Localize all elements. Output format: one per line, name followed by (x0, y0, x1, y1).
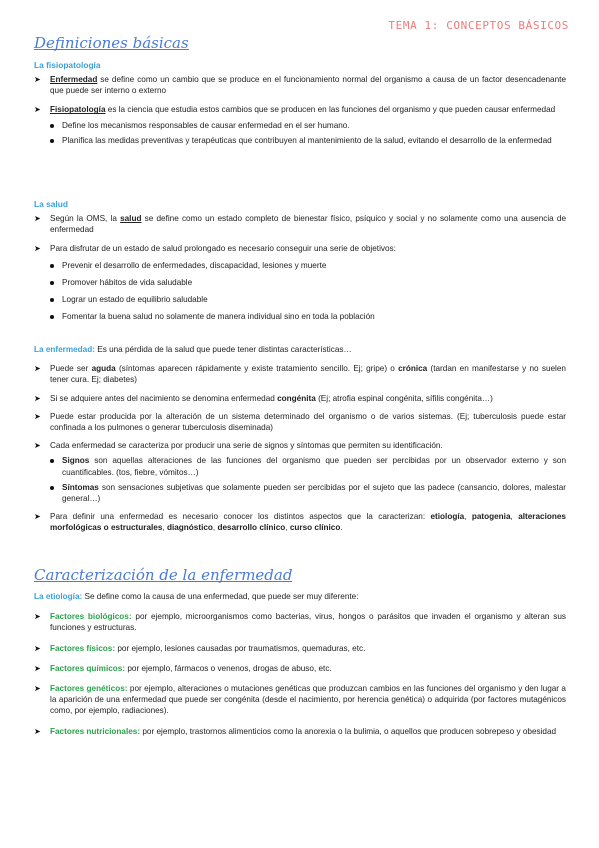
arrow-item (34, 104, 566, 115)
term: curso clínico (289, 523, 341, 533)
arrow-bullet-icon: ➤ (34, 411, 41, 421)
text: Define los mecanismos responsables de causar enfermedad en el ser humano. (62, 120, 350, 130)
term: Síntomas (62, 482, 99, 492)
arrow-bullet-icon: ➤ (34, 684, 41, 694)
term: salud (120, 214, 142, 223)
text: , (510, 512, 519, 522)
dot-bullet-icon (50, 264, 54, 268)
text: Promover hábitos de vida saludable (62, 277, 193, 287)
arrow-bullet-icon: ➤ (34, 364, 41, 374)
term: desarrollo clínico (217, 523, 286, 533)
dot-item (34, 135, 566, 146)
arrow-bullet-icon: ➤ (34, 726, 41, 736)
factor-label: Factores genéticos: (50, 684, 128, 694)
lead-label: La etiología: (34, 592, 83, 601)
text: son sensaciones subjetivas que solamente pueden ser percibidas por el sujeto que las padece (cansancio, dolores, malestar general…) (62, 482, 566, 504)
dot-item (34, 311, 566, 322)
arrow-bullet-icon: ➤ (34, 214, 41, 223)
arrow-item (34, 611, 566, 633)
dot-bullet-icon (50, 298, 54, 302)
arrow-bullet-icon: ➤ (34, 393, 41, 403)
text: por ejemplo, alteraciones o mutaciones genéticas que produzcan cambios en las funciones del organismo y den lugar a la aparición de una enfermedad que puede ser congénita (desde el nacimiento, por herencia genética) o adquirida (por factores mutagénicos como, por ejemplo, radiaciones). (50, 684, 566, 716)
arrow-item (34, 440, 566, 451)
text: son aquellas alteraciones de las funciones del organismo que pueden ser percibidas por un observador externo y son cuantificables. (tos, fiebre, vómitos…) (62, 456, 566, 477)
text: Puede ser (50, 364, 92, 374)
salud-block (34, 213, 566, 322)
text: Si se adquiere antes del nacimiento se denomina enfermedad (50, 393, 278, 403)
arrow-item (34, 243, 566, 254)
arrow-item (34, 74, 566, 96)
arrow-bullet-icon: ➤ (34, 512, 41, 522)
factor-label: Factores nutricionales: (50, 726, 141, 736)
dot-item (34, 294, 566, 305)
term: patogenia (471, 512, 511, 522)
text: Prevenir el desarrollo de enfermedades, discapacidad, lesiones y muerte (62, 260, 327, 270)
dot-bullet-icon (50, 139, 54, 143)
caracterizacion-block (34, 591, 566, 737)
text: Fomentar la buena salud no solamente de manera individual sino en toda la población (62, 312, 375, 322)
subtitle-salud: La salud (34, 199, 68, 209)
term: Enfermedad (50, 75, 98, 84)
enfermedad-block (34, 344, 566, 534)
dot-item (34, 277, 566, 288)
text: . (340, 523, 343, 533)
arrow-item (34, 393, 566, 404)
arrow-item (34, 213, 566, 235)
text: , (212, 523, 218, 533)
arrow-bullet-icon: ➤ (34, 105, 41, 115)
factor-label: Factores químicos: (50, 663, 126, 673)
text: Puede estar producida por la alteración de un sistema determinado del organismo o de varios sistemas. (Ej; tuberculosis puede estar confinada a los pulmones o generar tuberculosis diseminada) (50, 411, 566, 433)
term: congénita (277, 393, 316, 403)
dot-item (34, 455, 566, 477)
fisiopatologia-block (34, 74, 566, 146)
text: es la ciencia que estudia estos cambios que se producen en las funciones del organismo y que pueden causar enfermedad (105, 105, 556, 115)
arrow-bullet-icon: ➤ (34, 441, 41, 451)
enfermedad-lead (34, 344, 566, 355)
dot-item (34, 260, 566, 271)
dot-item (34, 120, 566, 131)
text: por ejemplo, lesiones causadas por traumatismos, quemaduras, etc. (115, 643, 366, 653)
section-title-caracterizacion: Caracterización de la enfermedad (34, 566, 293, 584)
text: Es una pérdida de la salud que puede tener distintas características… (94, 345, 352, 354)
subtitle-fisiopatologia: La fisiopatología (34, 60, 101, 70)
text: Planifica las medidas preventivas y terapéuticas que contribuyen al mantenimiento de la salud, evitando el desarrollo de la enfermedad (62, 135, 552, 145)
dot-item (34, 482, 566, 504)
factor-label: Factores biológicos: (50, 612, 132, 622)
arrow-bullet-icon: ➤ (34, 75, 41, 84)
text: Para definir una enfermedad es necesario conocer los distintos aspectos que la caracterizan: (50, 512, 431, 522)
term: Signos (62, 456, 90, 466)
text: Cada enfermedad se caracteriza por producir una serie de signos y síntomas que permiten su identificación. (50, 441, 443, 451)
text: se define como un estado completo de bienestar físico, psíquico y social y no solamente como una ausencia de enfermedad (50, 214, 567, 235)
term: crónica (398, 364, 428, 374)
arrow-item (34, 683, 566, 717)
term: Fisiopatología (50, 105, 106, 115)
dot-bullet-icon (50, 124, 54, 128)
text: (tardan en manifestarse y no suelen tener cura. Ej; diabetes) (50, 364, 566, 385)
text: Se define como la causa de una enfermedad, que puede ser muy diferente: (82, 592, 359, 601)
text: , (162, 523, 167, 533)
factor-label: Factores físicos: (50, 643, 116, 653)
arrow-bullet-icon: ➤ (34, 244, 41, 254)
arrow-item (34, 643, 566, 654)
text: por ejemplo, fármacos o venenos, drogas de abuso, etc. (125, 663, 332, 673)
term: alteraciones morfológicas o estructurales (50, 512, 566, 533)
arrow-item (34, 411, 566, 433)
text: Lograr un estado de equilibrio saludable (62, 295, 208, 305)
arrow-item (34, 363, 566, 385)
text: Según la OMS, la (50, 214, 121, 223)
term: diagnóstico (166, 523, 213, 533)
lead-label: La enfermedad: (34, 345, 95, 354)
arrow-item (34, 511, 566, 533)
section-title-definiciones: Definiciones básicas (34, 34, 189, 52)
arrow-bullet-icon: ➤ (34, 612, 41, 622)
dot-bullet-icon (50, 315, 54, 319)
text: por ejemplo, trastornos alimenticios como la anorexia o la bulimia, o aquellos que producen sobrepeso y obesidad (140, 726, 557, 736)
header-title: TEMA 1: CONCEPTOS BÁSICOS (388, 19, 569, 32)
text: , (285, 523, 290, 533)
arrow-bullet-icon: ➤ (34, 643, 41, 653)
dot-bullet-icon (50, 486, 54, 490)
text: Para disfrutar de un estado de salud prolongado es necesario conseguir una serie de objetivos: (50, 244, 396, 254)
term: etiología (430, 512, 465, 522)
text: (síntomas aparecen rápidamente y existe tratamiento sencillo. Ej; gripe) o (115, 364, 399, 374)
term: aguda (91, 364, 116, 374)
text: , (464, 512, 472, 522)
text: se define como un cambio que se produce en el funcionamiento normal del organismo a causa de un factor desencadenante que puede ser interno o externo (50, 75, 566, 96)
etiologia-lead (34, 591, 566, 602)
text: (Ej; atrofia espinal congénita, sífilis congénita…) (315, 393, 493, 403)
arrow-bullet-icon: ➤ (34, 663, 41, 673)
arrow-item (34, 726, 566, 737)
dot-bullet-icon (50, 281, 54, 285)
dot-bullet-icon (50, 459, 54, 463)
arrow-item (34, 663, 566, 674)
text: por ejemplo, microorganismos como bacterias, virus, hongos o parásitos que invaden el organismo y alteran sus funciones y estructuras. (50, 612, 566, 633)
